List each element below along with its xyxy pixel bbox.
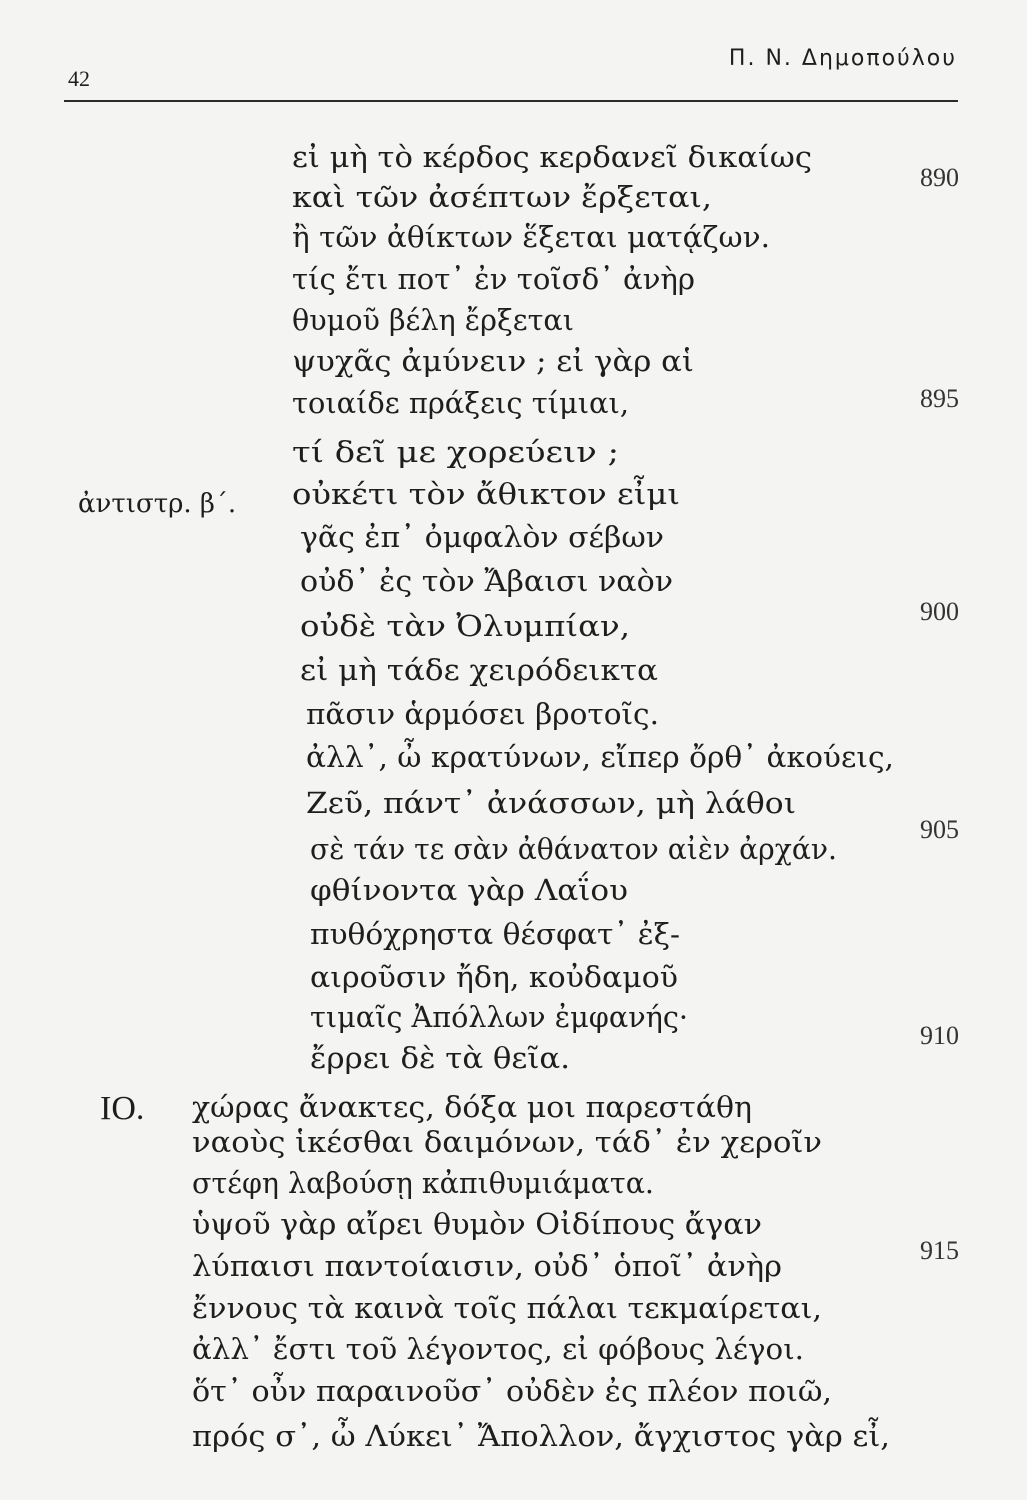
line-number: 905 — [920, 815, 959, 844]
verse-line: σὲ τάν τε σὰν ἀθάνατον αἰὲν ἀρχάν. — [310, 832, 837, 866]
verse-line: στέφη λαβούσῃ κἀπιθυμιάματα. — [192, 1166, 654, 1200]
verse-line: ἢ τῶν ἀθίκτων ἕξεται ματᾴζων. — [292, 220, 770, 254]
verse-line: ὑψοῦ γὰρ αἴρει θυμὸν Οἰδίπους ἄγαν — [192, 1207, 762, 1241]
header-rule — [64, 100, 958, 102]
verse-line: ψυχᾶς ἀμύνειν ; εἰ γὰρ αἱ — [292, 344, 694, 378]
verse-line: ἔρρει δὲ τὰ θεῖα. — [310, 1041, 570, 1075]
verse-line: ἀλλ᾽ ἔστι τοῦ λέγοντος, εἰ φόβους λέγοι. — [192, 1332, 804, 1366]
line-number: 890 — [920, 163, 959, 192]
line-number: 900 — [920, 597, 959, 626]
verse-line: ὅτ᾽ οὖν παραινοῦσ᾽ οὐδὲν ἐς πλέον ποιῶ, — [192, 1374, 832, 1408]
verse-line: λύπαισι παντοίαισιν, οὐδ᾽ ὁποῖ᾽ ἀνὴρ — [192, 1249, 782, 1283]
verse-line: οὐδὲ τὰν Ὀλυμπίαν, — [300, 609, 630, 643]
page-number: 42 — [68, 66, 90, 91]
verse-line: τίς ἔτι ποτ᾽ ἐν τοῖσδ᾽ ἀνὴρ — [292, 262, 695, 296]
running-head: Π. Ν. Δημοπούλου — [728, 46, 957, 71]
verse-line: καὶ τῶν ἀσέπτων ἔρξεται, — [292, 180, 712, 214]
verse-line: τιμαῖς Ἀπόλλων ἐμφανής· — [310, 1000, 688, 1034]
verse-line: εἰ μὴ τὸ κέρδος κερδανεῖ δικαίως — [292, 140, 812, 174]
verse-line: γᾶς ἐπ᾽ ὀμφαλὸν σέβων — [300, 520, 664, 554]
verse-line: θυμοῦ βέλη ἔρξεται — [292, 303, 574, 337]
verse-line: φθίνοντα γὰρ Λαΐου — [310, 873, 628, 907]
verse-line: οὐκέτι τὸν ἄθικτον εἶμι — [292, 477, 680, 511]
verse-line: αιροῦσιν ἤδη, κοὐδαμοῦ — [310, 960, 678, 994]
verse-line: πᾶσιν ἁρμόσει βροτοῖς. — [306, 697, 659, 731]
verse-line: πρός σ᾽, ὦ Λύκει᾽ Ἄπολλον, ἄγχιστος γὰρ εἶ, — [192, 1419, 890, 1453]
verse-line: τί δεῖ με χορεύειν ; — [292, 435, 619, 469]
verse-line: εἰ μὴ τάδε χειρόδεικτα — [300, 653, 658, 687]
verse-line: πυθόχρηστα θέσφατ᾽ ἐξ- — [310, 917, 680, 951]
verse-line: Ζεῦ, πάντ᾽ ἀνάσσων, μὴ λάθοι — [306, 786, 796, 820]
line-number: 895 — [920, 384, 959, 413]
verse-line: χώρας ἄνακτες, δόξα μοι παρεστάθη — [192, 1090, 753, 1124]
verse-line: ἀλλ᾽, ὦ κρατύνων, εἴπερ ὄρθ᾽ ἀκούεις, — [306, 740, 894, 774]
verse-line: τοιαίδε πράξεις τίμιαι, — [292, 386, 629, 420]
verse-line: ἔννους τὰ καινὰ τοῖς πάλαι τεκμαίρεται, — [192, 1291, 822, 1325]
section-label: ἀντιστρ. β΄. — [78, 489, 237, 519]
line-number: 910 — [920, 1021, 959, 1050]
section-number: ΙΟ. — [100, 1090, 145, 1127]
verse-line: ναοὺς ἱκέσθαι δαιμόνων, τάδ᾽ ἐν χεροῖν — [192, 1125, 822, 1159]
line-number: 915 — [920, 1236, 959, 1265]
verse-line: οὐδ᾽ ἐς τὸν Ἄβαισι ναὸν — [300, 564, 673, 598]
